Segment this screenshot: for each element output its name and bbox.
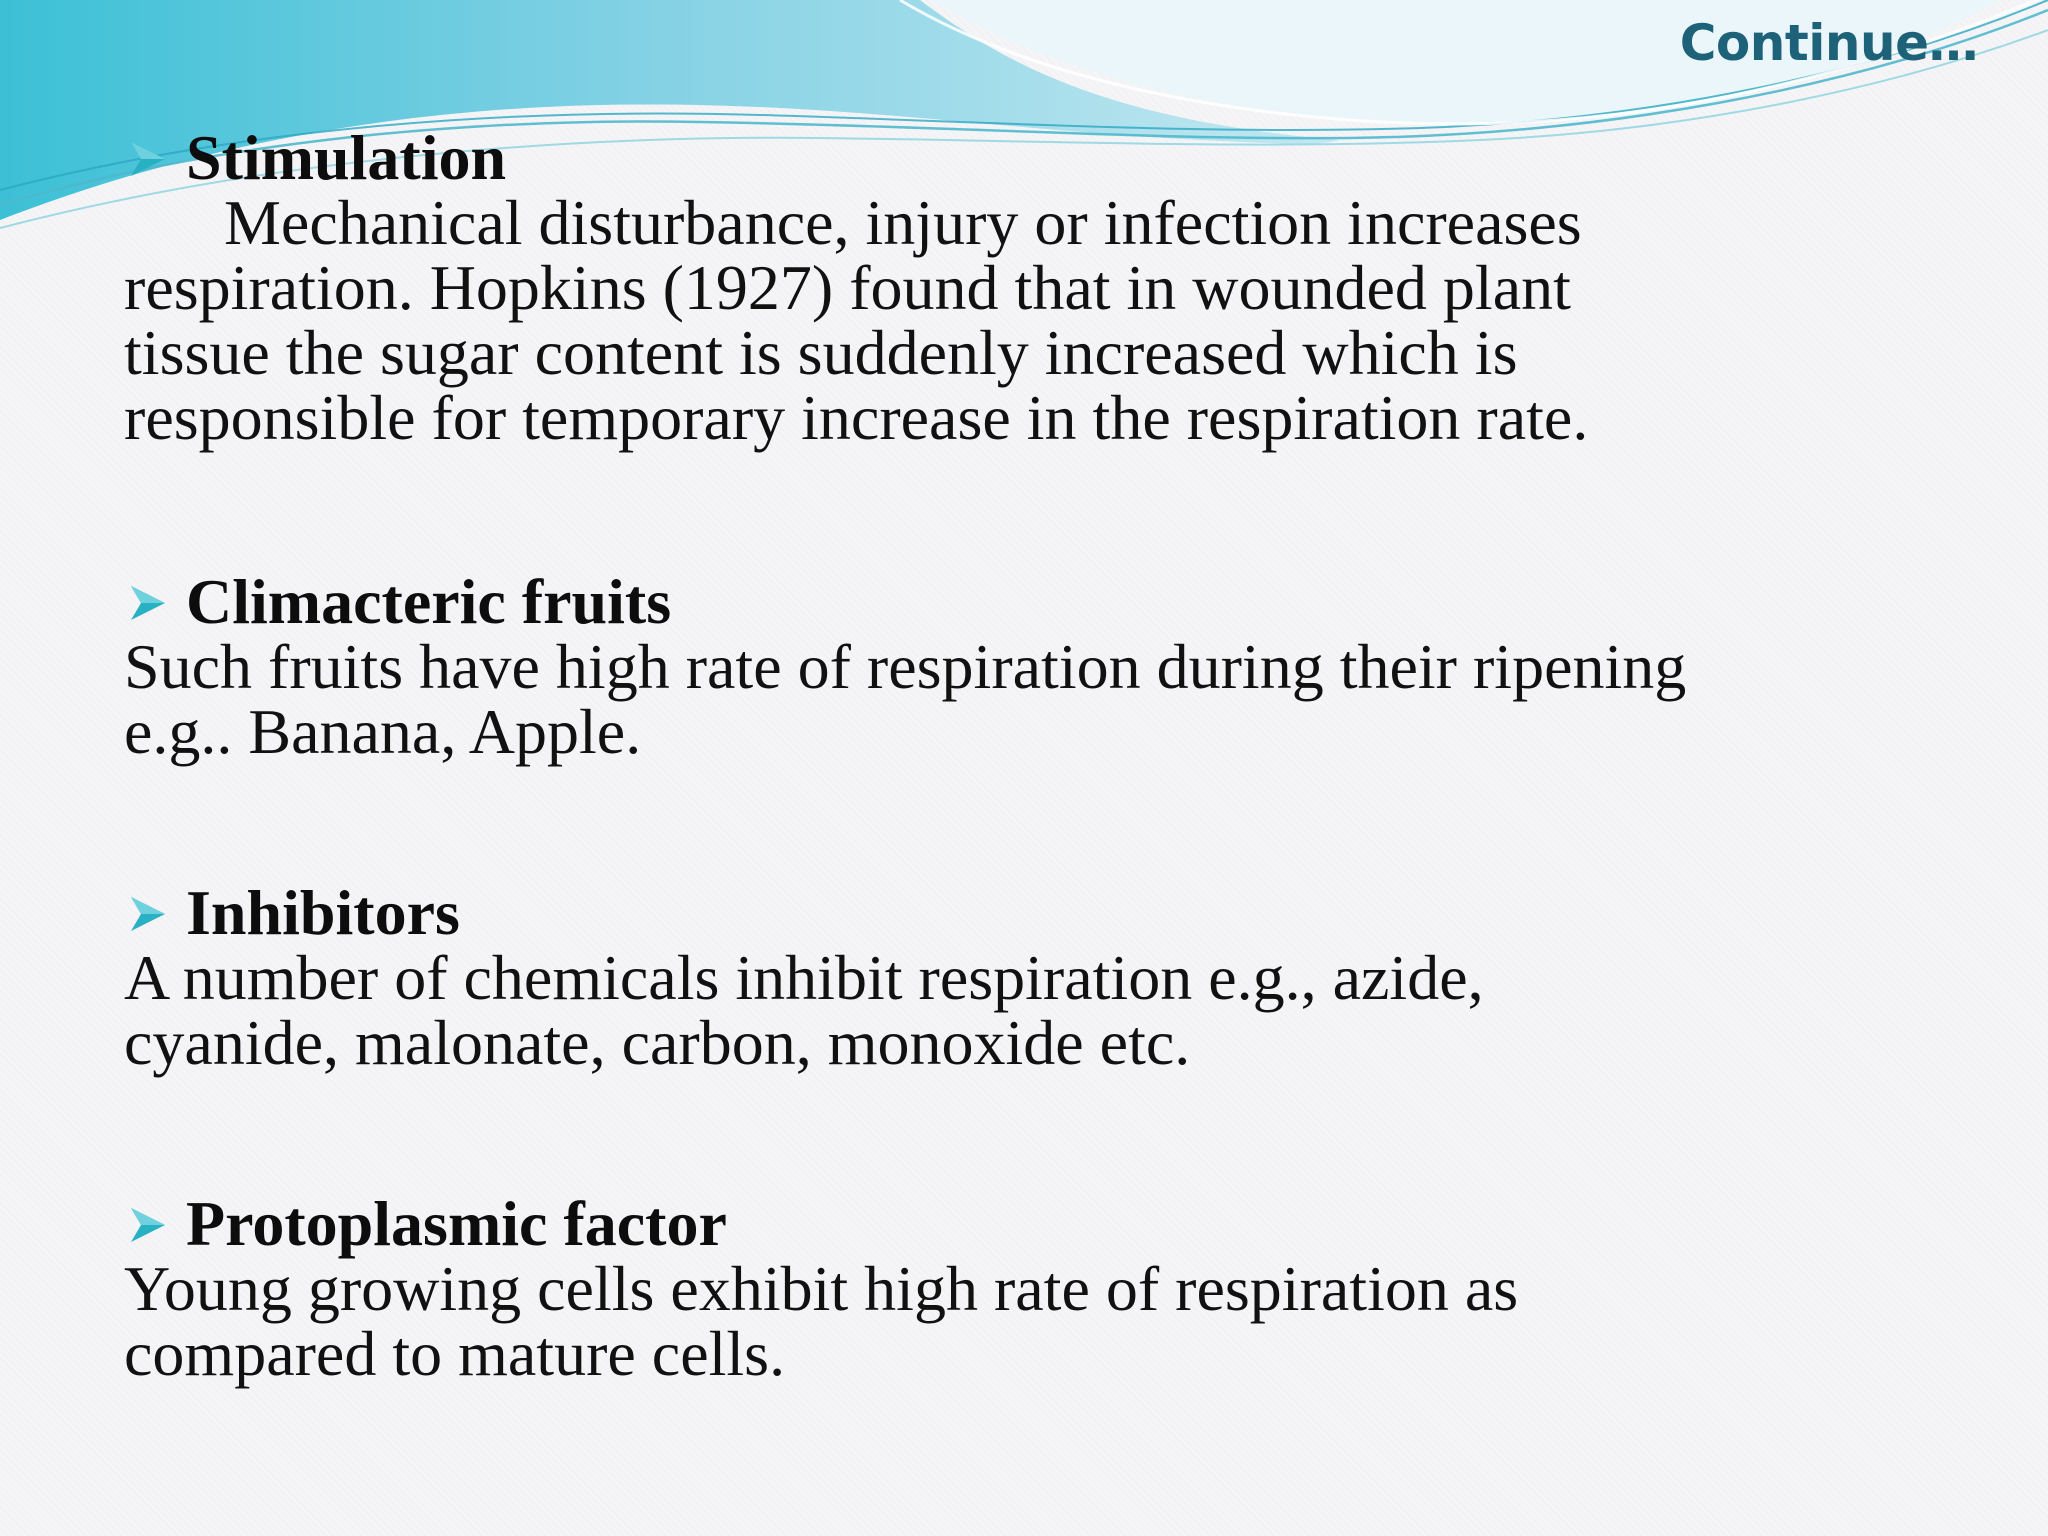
section-heading: Protoplasmic factor	[186, 1188, 727, 1259]
section-heading: Stimulation	[186, 122, 507, 193]
section-body	[124, 942, 1984, 1078]
body-line: responsible for temporary increase in the respiration rate.	[124, 382, 1589, 453]
body-line: compared to mature cells.	[124, 1318, 786, 1389]
section-heading-row	[124, 879, 1984, 947]
arrow-bullet-icon	[127, 893, 169, 935]
arrow-bullet-icon	[127, 1204, 169, 1246]
section-heading-row	[124, 124, 1984, 192]
section-heading: Inhibitors	[186, 877, 460, 948]
body-line: respiration. Hopkins (1927) found that in wounded plant	[124, 252, 1571, 323]
section-inhibitors	[124, 877, 1984, 1078]
section-heading: Climacteric fruits	[186, 566, 672, 637]
section-stimulation	[124, 122, 1984, 453]
body-line: A number of chemicals inhibit respiration e.g., azide,	[124, 942, 1484, 1013]
section-body	[124, 187, 1984, 453]
body-line: cyanide, malonate, carbon, monoxide etc.	[124, 1007, 1191, 1078]
body-line: Young growing cells exhibit high rate of respiration as	[124, 1253, 1519, 1324]
slide-title: Continue…	[1679, 14, 1978, 72]
section-heading-row	[124, 1190, 1984, 1258]
section-heading-row	[124, 568, 1984, 636]
body-line-text: Mechanical disturbance, injury or infection increases	[224, 187, 1582, 258]
arrow-bullet-icon	[127, 138, 169, 180]
section-protoplasmic-factor	[124, 1188, 1984, 1389]
section-body	[124, 1253, 1984, 1389]
body-line: e.g.. Banana, Apple.	[124, 696, 642, 767]
body-line	[124, 187, 1984, 258]
body-line: tissue the sugar content is suddenly increased which is	[124, 317, 1518, 388]
section-body	[124, 631, 1984, 767]
body-line: Such fruits have high rate of respiration during their ripening	[124, 631, 1687, 702]
section-climacteric-fruits	[124, 566, 1984, 767]
arrow-bullet-icon	[127, 582, 169, 624]
